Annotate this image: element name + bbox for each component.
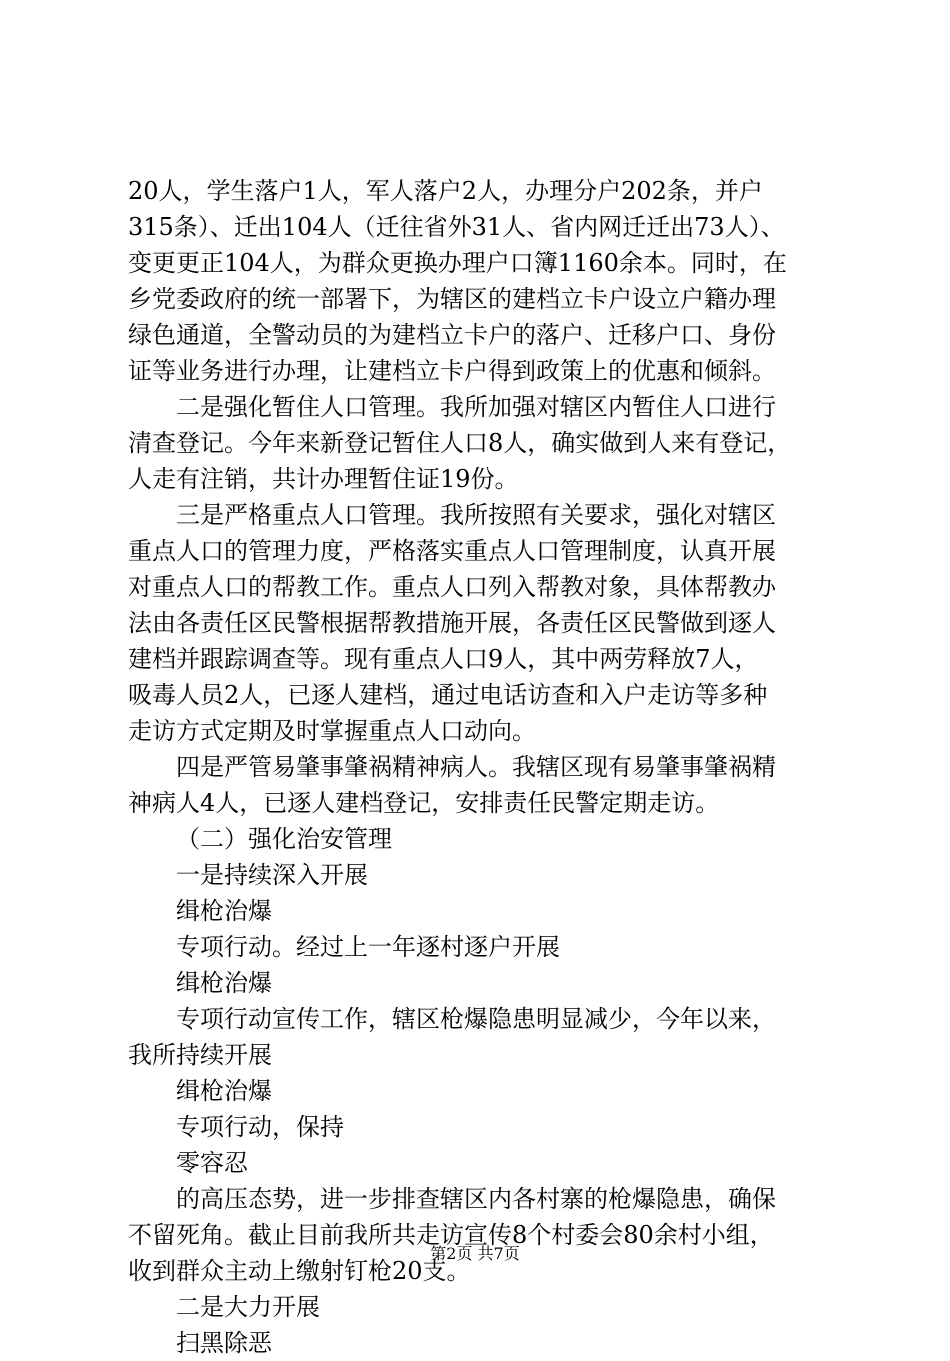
text-line: 不留死角。截止目前我所共走访宣传8个村委会80余村小组， <box>128 1221 774 1249</box>
paragraph-start-line: 四是严管易肇事肇祸精神病人。我辖区现有易肇事肇祸精 <box>176 753 776 781</box>
text-line: 走访方式定期及时掌握重点人口动向。 <box>128 717 536 745</box>
text-line: 证等业务进行办理，让建档立卡户得到政策上的优惠和倾斜。 <box>128 357 776 385</box>
paragraph-start-line: 零容忍 <box>176 1149 248 1177</box>
page-number-footer: 第2页 共7页 <box>430 1244 520 1263</box>
paragraph-start-line: 三是严格重点人口管理。我所按照有关要求，强化对辖区 <box>176 501 776 529</box>
paragraph-start-line: 缉枪治爆 <box>176 969 272 997</box>
text-line: 315条）、迁出104人（迁往省外31人、省内网迁迁出73人）、 <box>128 213 785 241</box>
text-line: 乡党委政府的统一部署下，为辖区的建档立卡户设立户籍办理 <box>128 285 776 313</box>
text-line: 法由各责任区民警根据帮教措施开展，各责任区民警做到逐人 <box>128 609 776 637</box>
text-line: 变更更正104人，为群众更换办理户口簿1160余本。同时，在 <box>128 249 787 277</box>
paragraph-start-line: 扫黑除恶 <box>176 1329 272 1357</box>
text-line: 建档并跟踪调查等。现有重点人口9人，其中两劳释放7人， <box>128 645 759 673</box>
text-line: 吸毒人员2人，已逐人建档，通过电话访查和入户走访等多种 <box>128 681 768 709</box>
text-line: 重点人口的管理力度，严格落实重点人口管理制度，认真开展 <box>128 537 776 565</box>
paragraph-start-line: 二是强化暂住人口管理。我所加强对辖区内暂住人口进行 <box>176 393 776 421</box>
paragraph-start-line: 专项行动，保持 <box>176 1113 344 1141</box>
paragraph-start-line: 专项行动宣传工作，辖区枪爆隐患明显减少，今年以来， <box>176 1005 776 1033</box>
section-heading: （二）强化治安管理 <box>176 825 392 853</box>
paragraph-start-line: 专项行动。经过上一年逐村逐户开展 <box>176 933 560 961</box>
paragraph-start-line: 二是大力开展 <box>176 1293 320 1321</box>
paragraph-start-line: 的高压态势，进一步排查辖区内各村寨的枪爆隐患，确保 <box>176 1185 776 1213</box>
paragraph-start-line: 缉枪治爆 <box>176 897 272 925</box>
paragraph-start-line: 缉枪治爆 <box>176 1077 272 1105</box>
text-line: 清查登记。今年来新登记暂住人口8人，确实做到人来有登记， <box>128 429 792 457</box>
text-line: 神病人4人，已逐人建档登记，安排责任民警定期走访。 <box>128 789 720 817</box>
text-line: 对重点人口的帮教工作。重点人口列入帮教对象，具体帮教办 <box>128 573 776 601</box>
text-line: 收到群众主动上缴射钉枪20支。 <box>128 1257 471 1285</box>
paragraph-start-line: 一是持续深入开展 <box>176 861 368 889</box>
text-line: 20人，学生落户1人，军人落户2人，办理分户202条，并户 <box>128 177 763 205</box>
text-line: 我所持续开展 <box>128 1041 272 1069</box>
text-line: 人走有注销，共计办理暂住证19份。 <box>128 465 519 493</box>
text-line: 绿色通道，全警动员的为建档立卡户的落户、迁移户口、身份 <box>128 321 776 349</box>
